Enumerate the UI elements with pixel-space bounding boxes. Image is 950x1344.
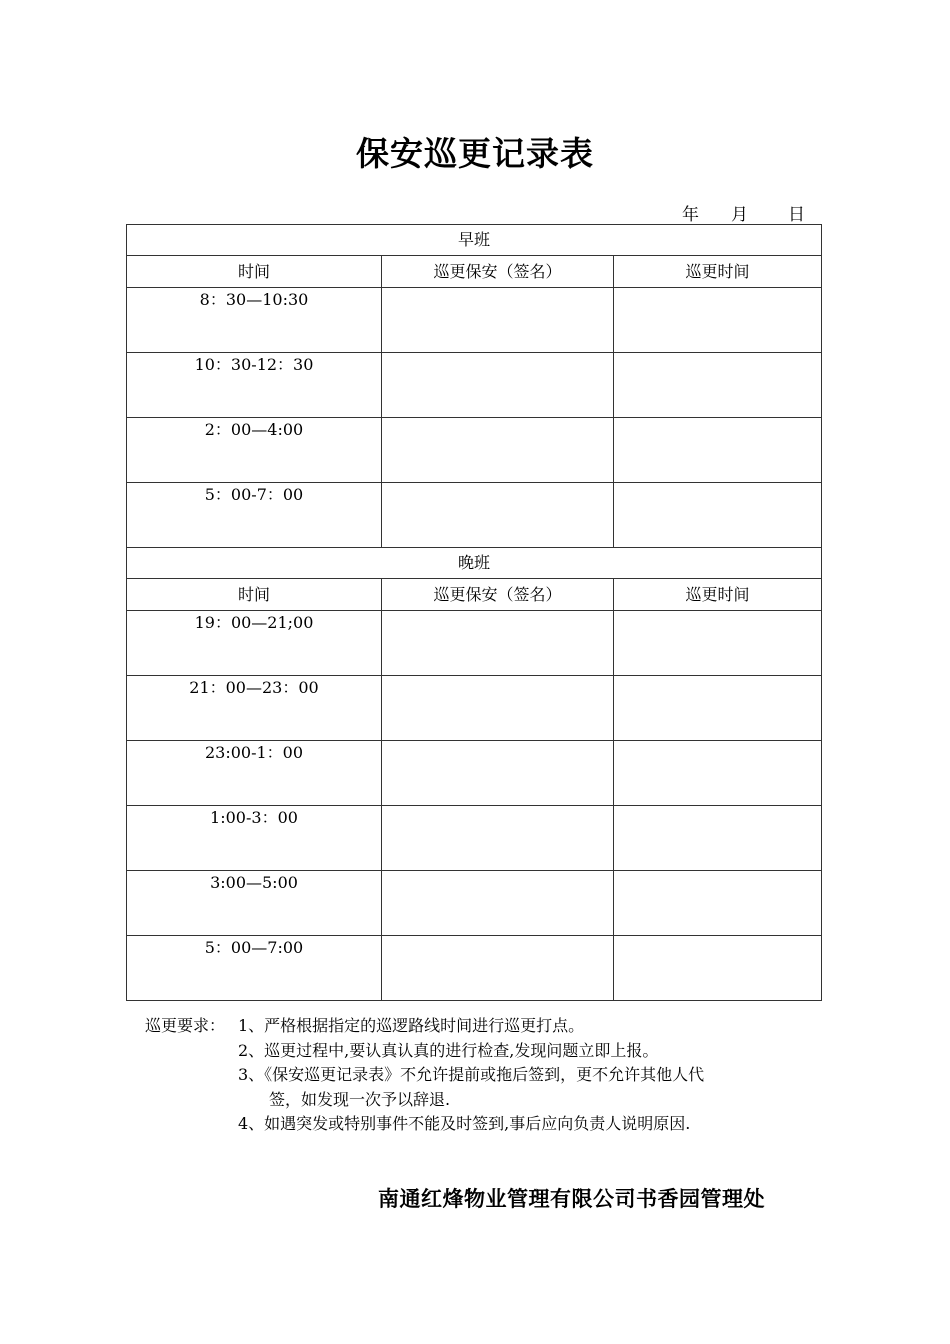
patrol-time-cell[interactable]: [614, 936, 822, 1001]
guard-signature-cell[interactable]: [382, 288, 614, 353]
guard-signature-cell[interactable]: [382, 741, 614, 806]
table-row: [127, 806, 822, 871]
date-month-label: 月: [731, 205, 748, 225]
guard-signature-cell[interactable]: [382, 483, 614, 548]
date-day-label: 日: [788, 205, 805, 225]
time-slot: 10：30-12：30: [127, 353, 382, 418]
requirements-block: [145, 1014, 704, 1137]
patrol-time-cell[interactable]: [614, 806, 822, 871]
patrol-time-cell[interactable]: [614, 288, 822, 353]
table-row: [127, 936, 822, 1001]
time-slot: 23:00-1：00: [127, 741, 382, 806]
patrol-log-table: [126, 224, 822, 1001]
guard-signature-cell[interactable]: [382, 871, 614, 936]
patrol-time-cell[interactable]: [614, 418, 822, 483]
patrol-time-cell[interactable]: [614, 611, 822, 676]
col-header-guard: 巡更保安（签名）: [382, 256, 614, 288]
col-header-patrol-time: 巡更时间: [614, 579, 822, 611]
patrol-time-cell[interactable]: [614, 676, 822, 741]
col-header-guard: 巡更保安（签名）: [382, 579, 614, 611]
guard-signature-cell[interactable]: [382, 936, 614, 1001]
requirement-item: 2、巡更过程中,要认真认真的进行检查,发现问题立即上报。: [238, 1040, 659, 1060]
guard-signature-cell[interactable]: [382, 353, 614, 418]
col-header-time: 时间: [127, 256, 382, 288]
table-row: [127, 483, 822, 548]
time-slot: 2：00—4:00: [127, 418, 382, 483]
morning-section-row: [127, 225, 822, 256]
requirement-item: 1、严格根据指定的巡逻路线时间进行巡更打点。: [238, 1016, 585, 1035]
time-slot: 19：00—21;00: [127, 611, 382, 676]
table-row: [127, 353, 822, 418]
patrol-time-cell[interactable]: [614, 353, 822, 418]
patrol-time-cell[interactable]: [614, 741, 822, 806]
time-slot: 5：00—7:00: [127, 936, 382, 1001]
morning-header-row: [127, 256, 822, 288]
morning-shift-label: 早班: [127, 225, 822, 256]
table-row: [127, 288, 822, 353]
requirement-item: 4、如遇突发或特别事件不能及时签到,事后应向负责人说明原因.: [238, 1114, 691, 1133]
patrol-time-cell[interactable]: [614, 871, 822, 936]
requirement-item: 3、《保安巡更记录表》不允许提前或拖后签到，更不允许其他人代: [238, 1065, 705, 1084]
page-title: 保安巡更记录表: [356, 134, 594, 173]
table-row: [127, 418, 822, 483]
guard-signature-cell[interactable]: [382, 418, 614, 483]
date-year-label: 年: [682, 205, 699, 225]
evening-header-row: [127, 579, 822, 611]
table-row: [127, 871, 822, 936]
evening-section-row: [127, 548, 822, 579]
time-slot: 8：30—10:30: [127, 288, 382, 353]
col-header-patrol-time: 巡更时间: [614, 256, 822, 288]
guard-signature-cell[interactable]: [382, 676, 614, 741]
time-slot: 1:00-3：00: [127, 806, 382, 871]
requirements-lead: 巡更要求：: [145, 1016, 226, 1035]
guard-signature-cell[interactable]: [382, 611, 614, 676]
table-row: [127, 611, 822, 676]
patrol-time-cell[interactable]: [614, 483, 822, 548]
table-row: [127, 676, 822, 741]
evening-shift-label: 晚班: [127, 548, 822, 579]
time-slot: 3:00—5:00: [127, 871, 382, 936]
col-header-time: 时间: [127, 579, 382, 611]
table-row: [127, 741, 822, 806]
time-slot: 5：00-7：00: [127, 483, 382, 548]
time-slot: 21：00—23：00: [127, 676, 382, 741]
company-name: 南通红烽物业管理有限公司书香园管理处: [378, 1186, 765, 1211]
guard-signature-cell[interactable]: [382, 806, 614, 871]
requirement-item-continuation: 签，如发现一次予以辞退.: [269, 1089, 451, 1109]
